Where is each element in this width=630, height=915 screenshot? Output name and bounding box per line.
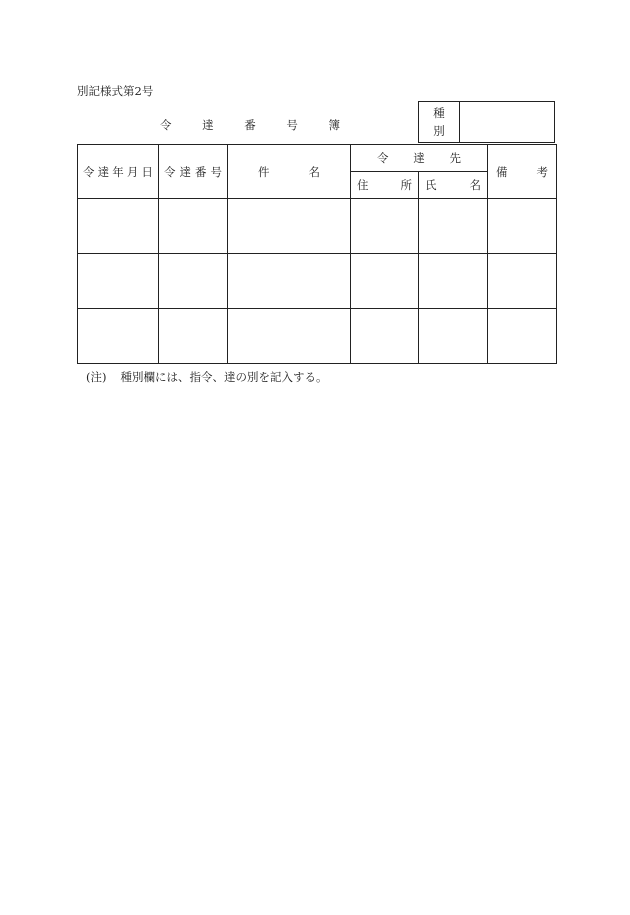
cell-number[interactable]: [159, 309, 228, 364]
title-char: 令: [160, 118, 172, 132]
table-row: [78, 199, 557, 254]
cell-subject[interactable]: [228, 309, 351, 364]
title-char: 号: [286, 118, 298, 132]
cell-subject[interactable]: [228, 254, 351, 309]
cell-name[interactable]: [419, 199, 488, 254]
header-char: 令: [83, 164, 95, 179]
cell-subject[interactable]: [228, 199, 351, 254]
header-char: 号: [210, 164, 222, 179]
cell-name[interactable]: [419, 254, 488, 309]
kind-label: [419, 102, 460, 142]
header-char: 達: [97, 164, 110, 179]
footnote: [86, 370, 327, 384]
header-name: [419, 172, 488, 199]
cell-name[interactable]: [419, 309, 488, 364]
kind-label-char: 別: [433, 124, 445, 138]
cell-address[interactable]: [351, 309, 419, 364]
cell-number[interactable]: [159, 199, 228, 254]
kind-label-char: 種: [433, 106, 445, 120]
cell-date[interactable]: [78, 254, 159, 309]
table-row: [78, 309, 557, 364]
header-char: 住: [357, 178, 369, 192]
header-address: [351, 172, 419, 199]
header-number: [159, 145, 228, 199]
header-char: 名: [308, 164, 320, 179]
document-title: [160, 118, 340, 132]
header-date: [78, 145, 159, 199]
kind-box: [418, 101, 555, 143]
kind-value-field[interactable]: [460, 102, 554, 142]
cell-remarks[interactable]: [488, 254, 557, 309]
header-char: 年: [112, 164, 124, 179]
header-char: 番: [195, 164, 207, 179]
header-recipient: [351, 145, 488, 172]
header-char: 達: [413, 151, 425, 165]
header-char: 令: [164, 164, 176, 179]
cell-date[interactable]: [78, 199, 159, 254]
header-char: 考: [536, 164, 548, 179]
cell-remarks[interactable]: [488, 309, 557, 364]
cell-remarks[interactable]: [488, 199, 557, 254]
header-char: 月: [126, 164, 139, 179]
title-char: 簿: [328, 118, 340, 132]
header-subject: [228, 145, 351, 199]
header-char: 所: [400, 178, 412, 192]
cell-date[interactable]: [78, 309, 159, 364]
title-char: 番: [244, 118, 256, 132]
table-row: [78, 254, 557, 309]
title-char: 達: [202, 118, 214, 132]
ledger-table: [77, 144, 557, 364]
header-char: 氏: [425, 178, 437, 192]
cell-number[interactable]: [159, 254, 228, 309]
header-char: 先: [449, 151, 461, 165]
form-label: 別記様式第2号: [77, 84, 154, 98]
footnote-text: 種別欄には、指令、達の別を記入する。: [120, 370, 328, 384]
header-char: 名: [469, 178, 481, 192]
header-remarks: [488, 145, 557, 199]
header-char: 達: [179, 164, 191, 179]
footnote-prefix: (注): [86, 370, 107, 384]
cell-address[interactable]: [351, 199, 419, 254]
cell-address[interactable]: [351, 254, 419, 309]
header-char: 令: [377, 151, 389, 165]
header-char: 備: [496, 164, 508, 179]
header-char: 日: [141, 164, 153, 179]
header-char: 件: [258, 164, 270, 179]
